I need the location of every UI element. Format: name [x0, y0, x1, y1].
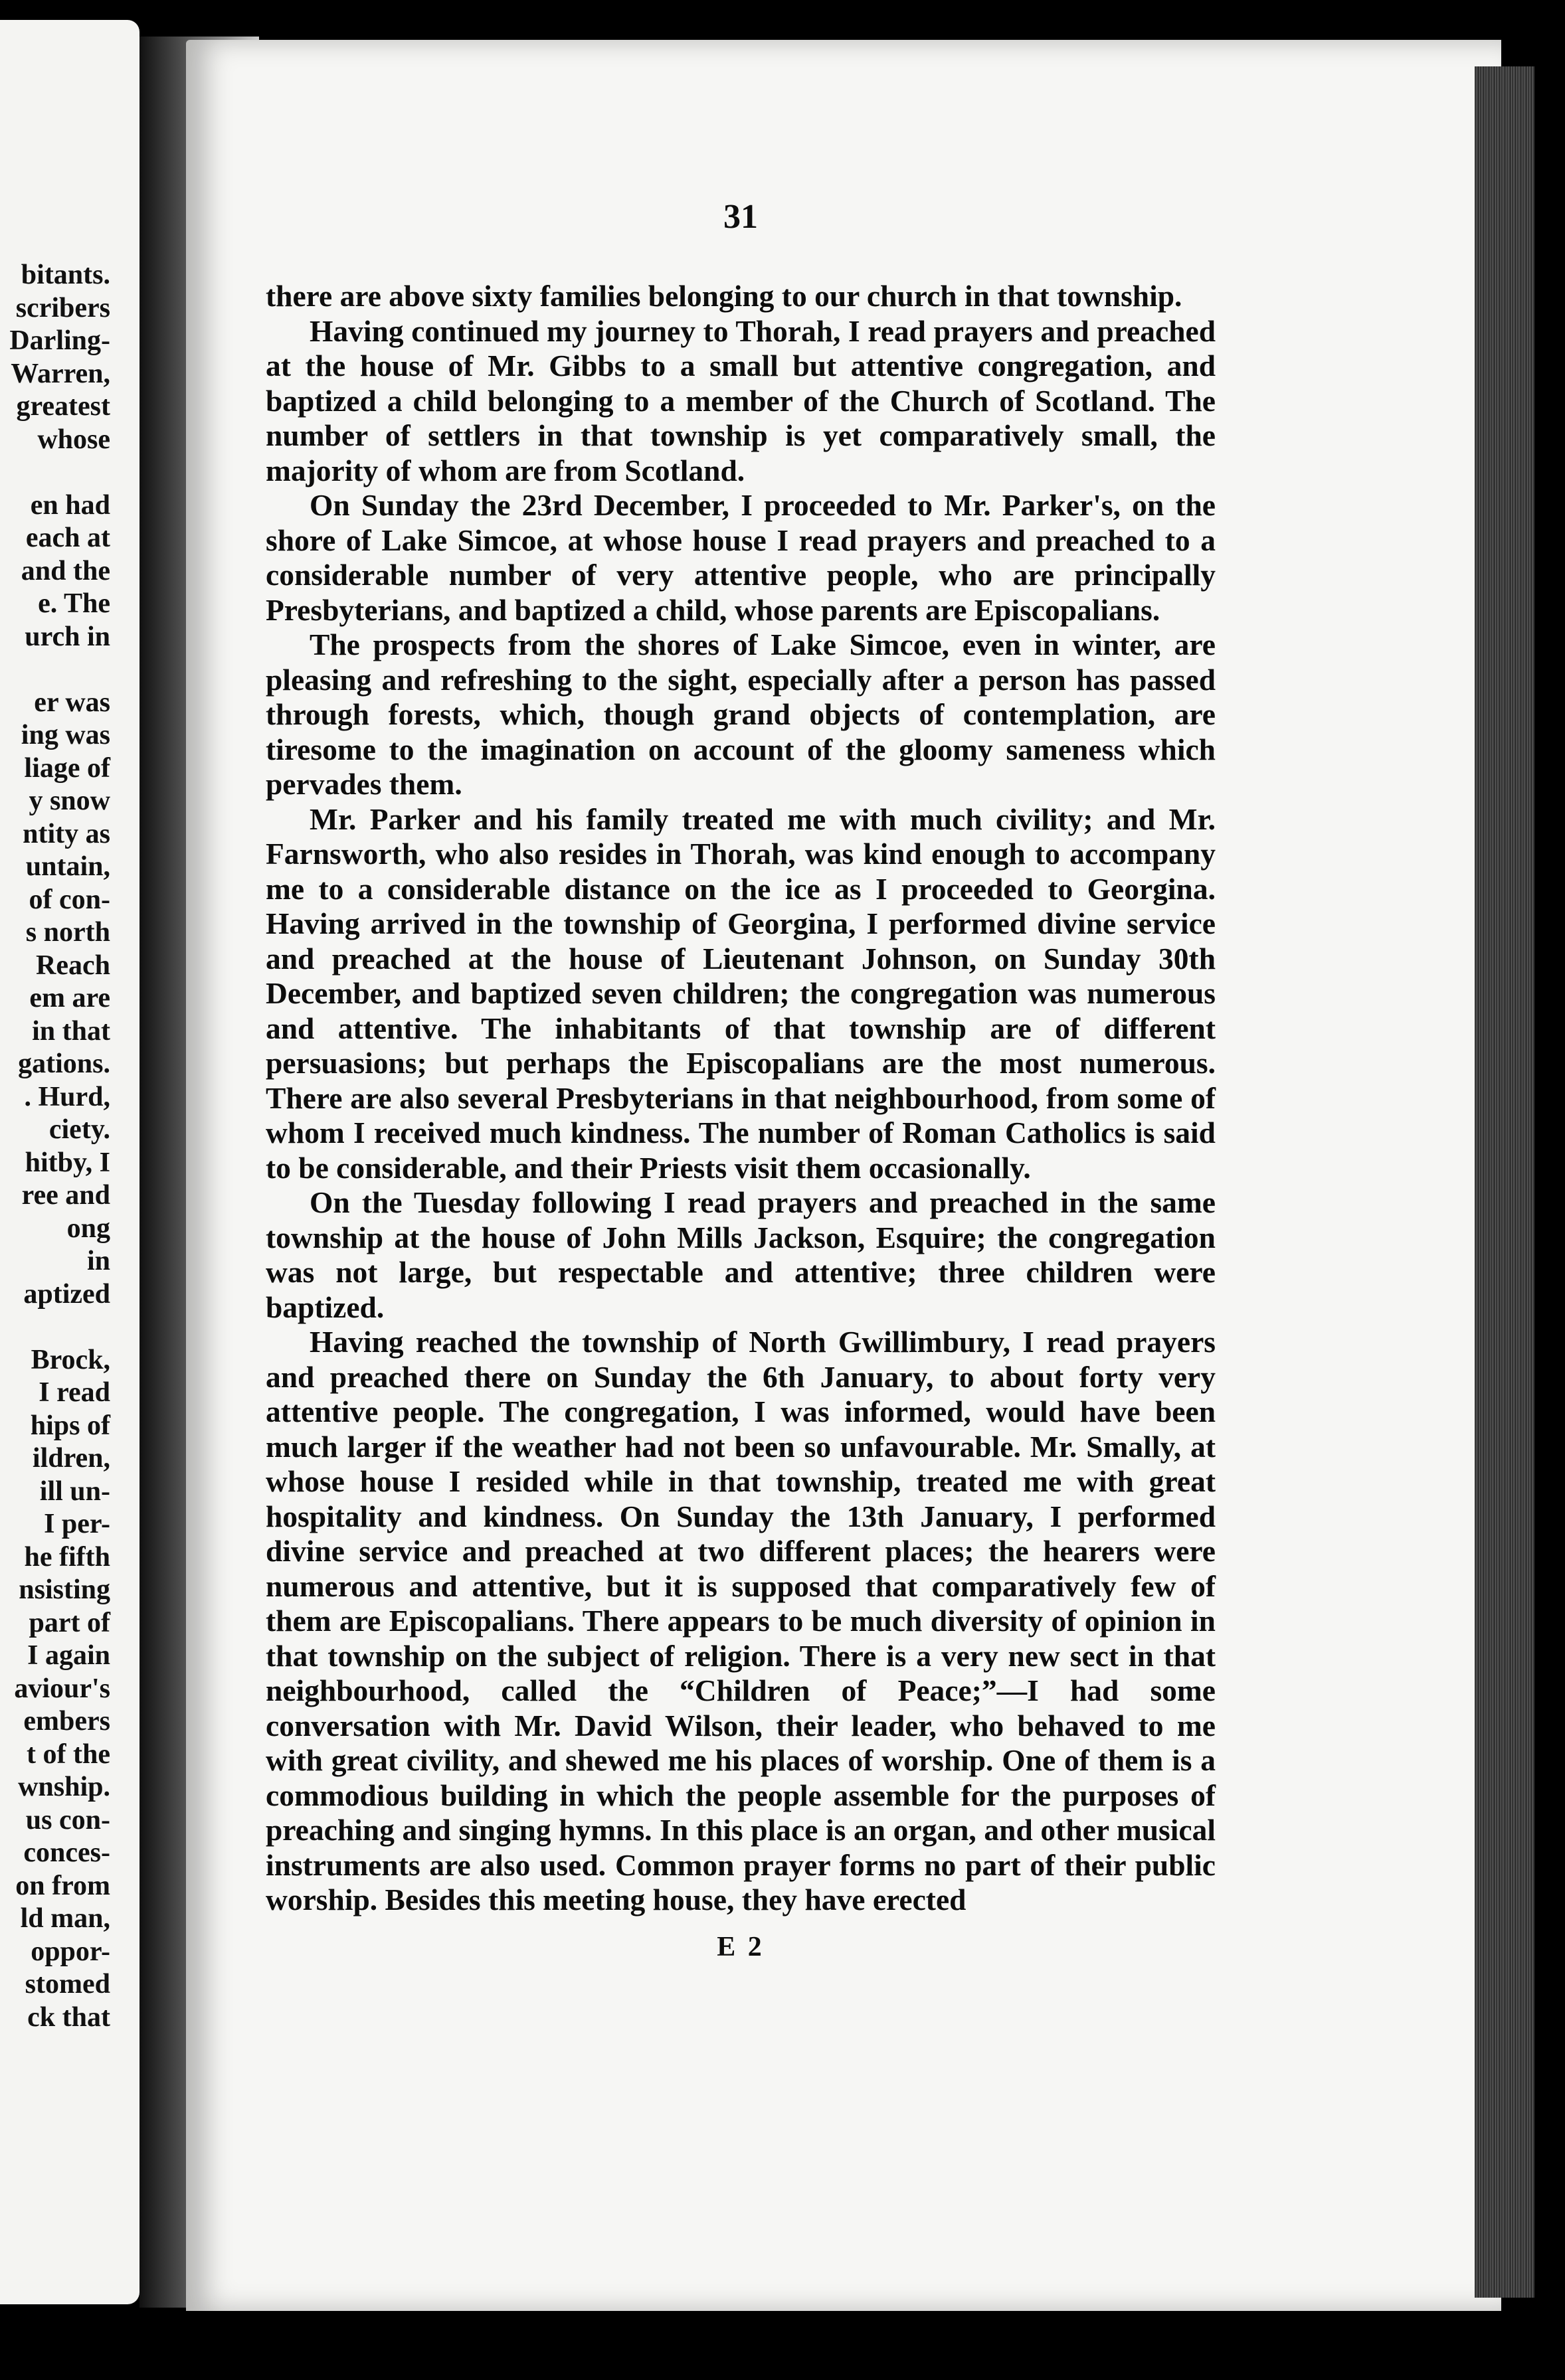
left-page-line: aviour's — [14, 1673, 110, 1704]
left-page-line: us con- — [25, 1804, 110, 1835]
left-page-line: t of the — [27, 1739, 110, 1770]
paragraph: Mr. Parker and his family treated me with much civility; and Mr. Farnsworth, who also resides in Thorah, was kind enough to accompany me to a considerable distance on the ice as I proceeded to Georgina. Having arrived in the township of Georgina, I performed divine service and preached at the house of Lieutenant Johnson, on Sunday 30th December, and baptized seven children; the congregation was numerous and attentive. The inhabitants of that township are of different persuasions; but perhaps the Episcopalians are the most numerous. There are also several Presbyterians in that neighbourhood, from some of whom I received much kindness. The number of Roman Catholics is said to be considerable, and their Priests visit them occasionally. — [266, 802, 1216, 1185]
left-page-line: ong — [66, 1213, 110, 1244]
left-page-line: ld man, — [20, 1903, 110, 1934]
left-page-line: nsisting — [19, 1574, 110, 1605]
left-page-line: I read — [39, 1377, 110, 1408]
left-page-line: bitants. — [21, 260, 110, 290]
paragraph: On the Tuesday following I read prayers and preached in the same township at the house of John Mills Jackson, Esquire; the congregation was not large, but respectable and attentive; three children were baptized. — [266, 1185, 1216, 1324]
text-block — [266, 199, 1216, 1963]
left-page-line: Darling- — [9, 325, 110, 356]
left-page-line: liage of — [24, 752, 110, 784]
left-page-line: ing was — [21, 720, 110, 750]
left-page-line: er was — [34, 687, 110, 718]
left-page-line: . Hurd, — [24, 1081, 110, 1112]
left-page-line — [9, 1311, 110, 1344]
left-page-line: e. The — [38, 588, 110, 619]
left-page — [0, 20, 139, 2304]
paragraph: there are above sixty families belonging to our church in that township. — [266, 279, 1182, 313]
left-page-line — [9, 653, 110, 687]
left-page-line: part of — [29, 1607, 110, 1638]
body-text — [266, 279, 1216, 1918]
left-page-line: oppor- — [31, 1936, 110, 1967]
left-page-line: whose — [37, 424, 110, 455]
left-page-line: hips of — [30, 1410, 110, 1441]
left-page-line: in that — [32, 1015, 110, 1047]
left-page-line: he fifth — [24, 1541, 110, 1572]
left-page-line: Warren, — [11, 358, 110, 389]
left-page-line: Reach — [36, 950, 110, 981]
left-page-line: of con- — [29, 884, 110, 915]
paragraph: Having reached the township of North Gwillimbury, I read prayers and preached there on Sunday the 6th January, to about forty very attentive people. The congregation, I was informed, would have been much larger if the weather had not been so unfavourable. Mr. Smally, at whose house I resided while in that township, treated me with great hospitality and kindness. On Sunday the 13th January, I performed divine service and preached at two different places; the hearers were numerous and attentive, but it is supposed that comparatively few of them are Episcopalians. There appears to be much diversity of opinion in that township on the subject of religion. There is a very new sect in that neighbourhood, called the “Children of Peace;”—I had some conversation with Mr. David Wilson, their leader, who behaved to me with great civility, and shewed me his places of worship. One of them is a commodious building in which the people assemble for the purposes of preaching and singing hymns. In this place is an organ, and other musical instruments are also used. Common prayer forms no part of their public worship. Besides this meeting house, they have erected — [266, 1325, 1216, 1916]
left-page-line: untain, — [25, 851, 110, 882]
signature-mark: E 2 — [717, 1931, 765, 1962]
paragraph: The prospects from the shores of Lake Simcoe, even in winter, are pleasing and refreshing to the sight, especially after a person has passed through forests, which, though grand objects of contemplation, are tiresome to the imagination on account of the gloomy sameness which pervades them. — [266, 628, 1216, 801]
left-page-line: scribers — [15, 292, 110, 323]
left-page-line — [9, 456, 110, 489]
left-page-line: aptized — [23, 1278, 110, 1310]
left-page-line: gations. — [18, 1049, 110, 1079]
left-page-line: on from — [15, 1870, 110, 1901]
left-page-line: en had — [30, 489, 110, 521]
left-page-line: ck that — [27, 2001, 110, 2033]
left-page-line: y snow — [29, 786, 110, 816]
paragraph: On Sunday the 23rd December, I proceeded to Mr. Parker's, on the shore of Lake Simcoe, at whose house I read prayers and preached to a considerable number of very attentive people, who are principally Presbyterians, and baptized a child, whose parents are Episcopalians. — [266, 488, 1216, 627]
left-page-line: ntity as — [23, 818, 110, 849]
left-page-line: ciety. — [48, 1114, 110, 1145]
left-page-line: each at — [25, 523, 110, 553]
left-page-line: wnship. — [18, 1772, 110, 1802]
left-page-line: hitby, I — [25, 1147, 110, 1178]
left-page-line: ildren, — [32, 1443, 110, 1474]
left-page-line: I per- — [44, 1509, 110, 1539]
left-page-line: ill un- — [39, 1476, 110, 1507]
left-page-line: Brock, — [31, 1344, 110, 1375]
left-page-line: in — [86, 1246, 110, 1276]
left-page-line: ree and — [21, 1180, 110, 1211]
left-page-line: conces- — [23, 1837, 110, 1868]
left-page-text — [9, 259, 110, 2034]
left-page-line: em are — [29, 983, 110, 1013]
left-page-line: I again — [27, 1640, 110, 1671]
left-page-line: s north — [25, 917, 110, 948]
left-page-line: embers — [23, 1706, 110, 1737]
left-page-line: and the — [21, 555, 110, 586]
page-number: 31 — [723, 198, 758, 236]
left-page-line: greatest — [16, 391, 110, 422]
paragraph: Having continued my journey to Thorah, I read prayers and preached at the house of Mr. Gibbs to a small but attentive congregation, and baptized a child belonging to a member of the Church of Scotland. The number of settlers in that township is yet comparatively small, the majority of whom are from Scotland. — [266, 313, 1216, 487]
left-page-line: stomed — [25, 1969, 110, 1999]
left-page-line: urch in — [25, 621, 110, 652]
page-edges — [1475, 66, 1534, 2298]
